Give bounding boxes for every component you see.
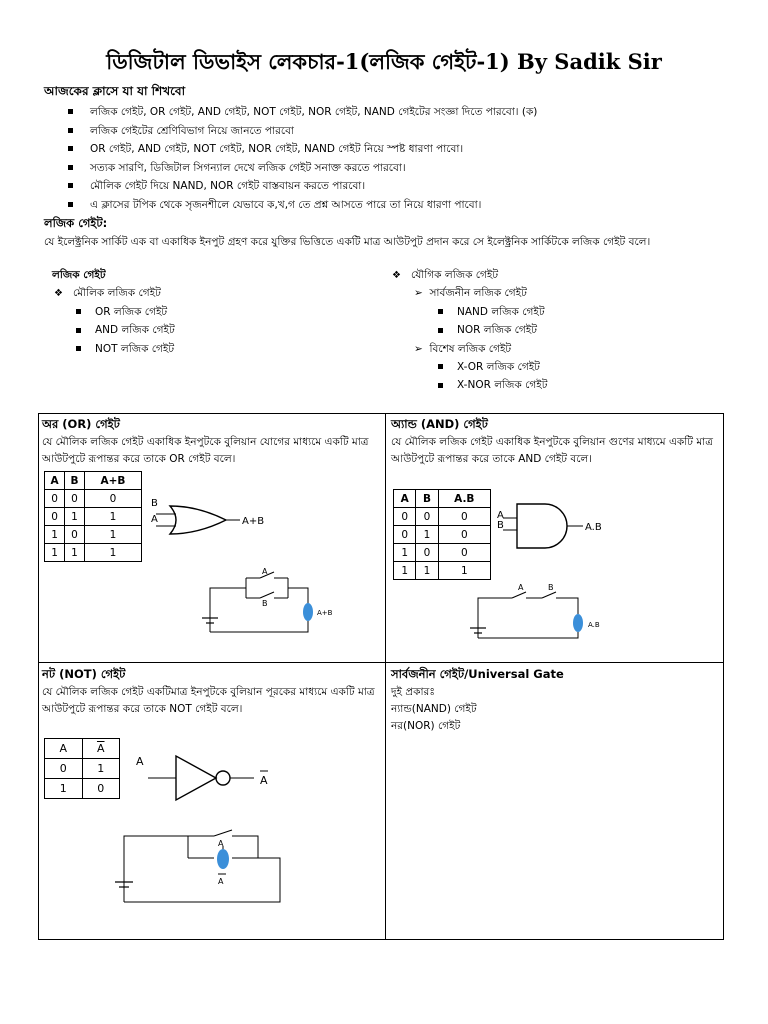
- class-left-item-label: NOT লজিক গেইট: [95, 342, 175, 355]
- goal-item: মৌলিক গেইট দিয়ে NAND, NOR গেইট বাস্তবায়ন করতে পারবো।: [68, 177, 537, 196]
- arrow-bullet-icon: ➢: [414, 287, 423, 300]
- class-left-item: [52, 305, 175, 323]
- or-gate-text: যে মৌলিক লজিক গেইট একাধিক ইনপুটকে বুলিয়ান যোগের মাধ্যমে একটি মাত্র আউটপুটে রূপান্তর করে তাকে OR গেইট বলে।: [42, 436, 369, 465]
- goal-item: OR গেইট, AND গেইট, NOT গেইট, NOR গেইট, NAND গেইট নিয়ে স্পষ্ট ধারণা পাবো।: [68, 140, 537, 159]
- or-truth-table: [44, 471, 142, 562]
- and-truth-table: [393, 489, 491, 580]
- class-right-sub1: সার্বজনীন লজিক গেইট: [429, 287, 527, 300]
- or-bulb-label: A+B: [317, 609, 333, 617]
- table-row: 1 0 0: [394, 544, 491, 562]
- or-input-b-label: B: [151, 498, 158, 509]
- and-input-a-label: A: [497, 510, 504, 521]
- class-right-sub1-row: [392, 286, 547, 304]
- or-gate-symbol: [148, 494, 278, 544]
- table-row: 1 0 1: [45, 526, 142, 544]
- bulb-icon: [217, 849, 229, 869]
- and-switch-a-label: A: [518, 583, 524, 592]
- table-header: A: [45, 739, 83, 759]
- diamond-bullet-icon: ❖: [392, 270, 401, 281]
- class-left-group: [52, 286, 175, 304]
- page-title: ডিজিটাল ডিভাইস লেকচার-1(লজিক গেইট-1) By Sadik Sir: [106, 49, 662, 74]
- table-header: A+B: [84, 472, 141, 490]
- diamond-bullet-icon: ❖: [54, 288, 63, 300]
- table-row: 0 1 1: [45, 508, 142, 526]
- table-row: 0 0 0: [45, 490, 142, 508]
- goal-item: লজিক গেইট, OR গেইট, AND গেইট, NOT গেইট, NOR গেইট, NAND গেইটের সংজ্ঞা দিতে পারবো। (ক): [68, 103, 537, 122]
- universal-gate-text: [391, 684, 711, 735]
- or-switch-b-label: B: [262, 599, 268, 608]
- class-right-item-label: X-OR লজিক গেইট: [457, 360, 540, 373]
- class-left-item: [52, 342, 175, 360]
- class-right-item-label: X-NOR লজিক গেইট: [457, 379, 548, 392]
- arrow-bullet-icon: ➢: [414, 342, 423, 355]
- and-circuit-diagram: [468, 583, 618, 646]
- class-left-heading: লজিক গেইট: [52, 269, 106, 281]
- table-row: 1 1 1: [45, 544, 142, 562]
- and-input-b-label: B: [497, 520, 504, 531]
- definition-text: যে ইলেক্ট্রনিক সার্কিট এক বা একাধিক ইনপুট গ্রহণ করে যুক্তির ভিত্তিতে একটি মাত্র আউটপুট প্রদান করে সে ইলেক্ট্রনিক সার্কিটকে লজিক গেইট বলে।: [44, 236, 651, 248]
- table-header: A: [45, 472, 65, 490]
- class-right-item-label: NAND লজিক গেইট: [457, 305, 545, 318]
- or-gate-title: অর (OR) গেইট: [42, 417, 120, 431]
- not-output-label: A: [260, 774, 268, 787]
- goal-item: লজিক গেইটের শ্রেণিবিভাগ নিয়ে জানতে পারবো: [68, 122, 537, 141]
- table-header: B: [416, 490, 438, 508]
- not-circuit-diagram: [110, 826, 290, 910]
- class-right-item: [392, 323, 547, 341]
- or-switch-a-label: A: [262, 567, 268, 576]
- and-gate-symbol: [495, 500, 615, 556]
- goals-list: [68, 103, 537, 215]
- bulb-icon: [303, 603, 313, 621]
- not-gate-text: যে মৌলিক লজিক গেইট একটিমাত্র ইনপুটকে বুলিয়ান পূরকের মাধ্যমে একটি মাত্র আউটপুটে রূপান্তর করে তাকে NOT গেইট বলে।: [42, 686, 375, 715]
- class-right-item: [392, 360, 547, 378]
- grid-divider-horizontal: [38, 662, 723, 663]
- and-output-label: A.B: [585, 522, 602, 533]
- class-right-sub2-row: [392, 342, 547, 360]
- not-bulb-label: A: [218, 877, 224, 886]
- class-right-sub2: বিশেষ লজিক গেইট: [429, 342, 512, 355]
- class-left-item-label: AND লজিক গেইট: [95, 324, 175, 337]
- and-gate-title: অ্যান্ড (AND) গেইট: [391, 417, 488, 431]
- class-right-heading-row: [392, 268, 547, 286]
- not-input-label: A: [136, 755, 144, 768]
- class-right-item-label: NOR লজিক গেইট: [457, 324, 537, 337]
- or-input-a-label: A: [151, 514, 158, 525]
- table-row: 1 1 1: [394, 562, 491, 580]
- table-header: A.B: [438, 490, 490, 508]
- or-output-label: A+B: [242, 516, 265, 527]
- not-gate-title: নট (NOT) গেইট: [42, 667, 126, 681]
- or-circuit-diagram: [200, 568, 340, 640]
- class-left-item: [52, 323, 175, 341]
- universal-line: নর(NOR) গেইট: [391, 720, 461, 732]
- not-gate-symbol: [134, 748, 284, 808]
- class-right-item: [392, 378, 547, 396]
- universal-line: দুই প্রকারঃ: [391, 686, 435, 698]
- universal-line: ন্যান্ড(NAND) গেইট: [391, 703, 477, 715]
- table-header: $\overline{A}$: [82, 739, 120, 759]
- table-header: B: [65, 472, 85, 490]
- and-switch-b-label: B: [548, 583, 554, 592]
- classification-right: [392, 268, 547, 397]
- classification-left: [52, 268, 175, 360]
- table-row: 0 0 0: [394, 508, 491, 526]
- class-left-group-label: মৌলিক লজিক গেইট: [72, 287, 161, 300]
- universal-gate-title: সার্বজনীন গেইট/Universal Gate: [391, 667, 564, 681]
- class-right-heading: যৌগিক লজিক গেইট: [410, 269, 499, 281]
- goals-heading: আজকের ক্লাসে যা যা শিখবো: [44, 84, 186, 98]
- table-row: 0 1: [45, 759, 120, 779]
- grid-divider-vertical: [385, 413, 386, 939]
- bulb-icon: [573, 614, 583, 632]
- definition-heading: লজিক গেইট:: [44, 216, 108, 230]
- not-truth-table: [44, 738, 120, 799]
- table-row: 0 1 0: [394, 526, 491, 544]
- and-gate-text: যে মৌলিক লজিক গেইট একাধিক ইনপুটকে বুলিয়ান গুণের মাধ্যমে একটি মাত্র আউটপুটে রূপান্তর করে তাকে AND গেইট বলে।: [391, 436, 713, 465]
- goal-item: সত্যক সারণি, ডিজিটাল সিগন্যাল দেখে লজিক গেইট সনাক্ত করতে পারবো।: [68, 159, 537, 178]
- not-switch-label: A: [218, 839, 224, 848]
- class-left-item-label: OR লজিক গেইট: [95, 305, 168, 318]
- table-row: 1 0: [45, 779, 120, 799]
- table-header: A: [394, 490, 416, 508]
- and-bulb-label: A.B: [588, 621, 600, 629]
- goal-item: এ ক্লাসের টপিক থেকে সৃজনশীলে যেভাবে ক,খ,গ তে প্রশ্ন আসতে পারে তা নিয়ে ধারণা পাবো।: [68, 196, 537, 215]
- class-right-item: [392, 305, 547, 323]
